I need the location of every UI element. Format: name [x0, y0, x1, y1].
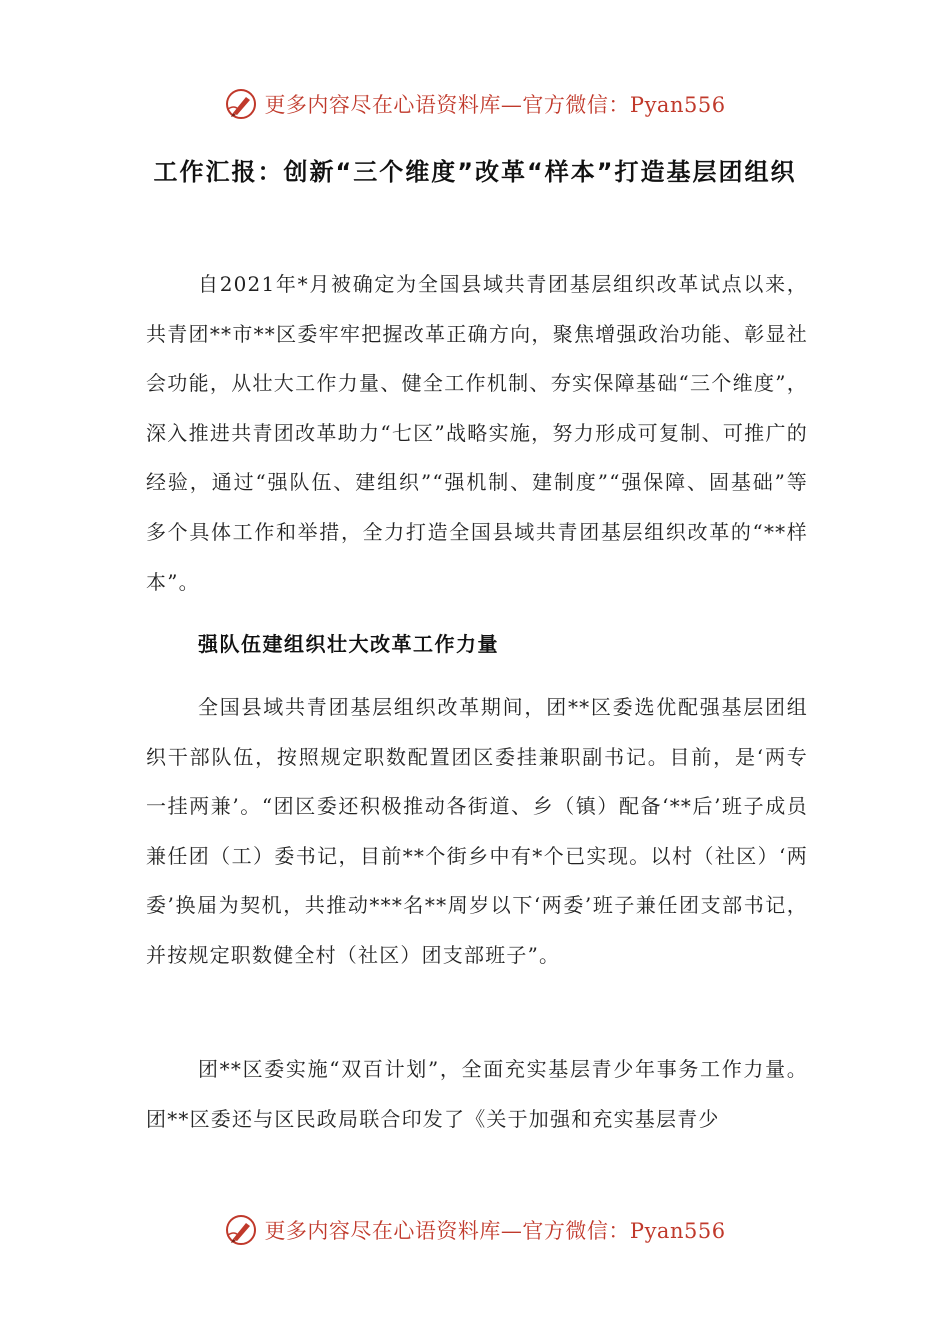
document-title: 工作汇报：创新“三个维度”改革“样本”打造基层团组织 [153, 158, 797, 186]
paragraph-intro: 自2021年*月被确定为全国县域共青团基层组织改革试点以来，共青团**市**区委牢牢把握改革正确方向，聚焦增强政治功能、彰显社会功能，从壮大工作力量、健全工作机制、夯实保障基础“三个维度”，深入推进共青团改革助力“七区”战略实施，努力形成可复制、可推广的经验，通过“强队伍、建组织”“强机制、建制度”“强保障、固基础”等多个具体工作和举措，全力打造全国县域共青团基层组织改革的“**样本”。 [146, 272, 808, 594]
watermark-banner-top [0, 84, 950, 124]
watermark-text: 更多内容尽在心语资料库—官方微信：Pyan556 [264, 93, 726, 117]
watermark-banner-bottom [0, 1210, 950, 1250]
paragraph-body-1: 全国县域共青团基层组织改革期间，团**区委选优配强基层团组织干部队伍，按照规定职数配置团区委挂兼职副书记。目前，是‘两专一挂两兼’。“团区委还积极推动各街道、乡（镇）配备‘**后’班子成员兼任团（工）委书记，目前**个街乡中有*个已实现。以村（社区）‘两委’换届为契机，共推动***名**周岁以下‘两委’班子兼任团支部书记，并按规定职数健全村（社区）团支部班子”。 [146, 695, 808, 967]
pen-logo-icon [224, 1213, 258, 1247]
section-heading: 强队伍建组织壮大改革工作力量 [198, 632, 499, 656]
paragraph-body-2: 团**区委实施“双百计划”，全面充实基层青少年事务工作力量。团**区委还与区民政局联合印发了《关于加强和充实基层青少 [146, 1057, 808, 1131]
watermark-text: 更多内容尽在心语资料库—官方微信：Pyan556 [264, 1219, 726, 1243]
pen-logo-icon [224, 87, 258, 121]
